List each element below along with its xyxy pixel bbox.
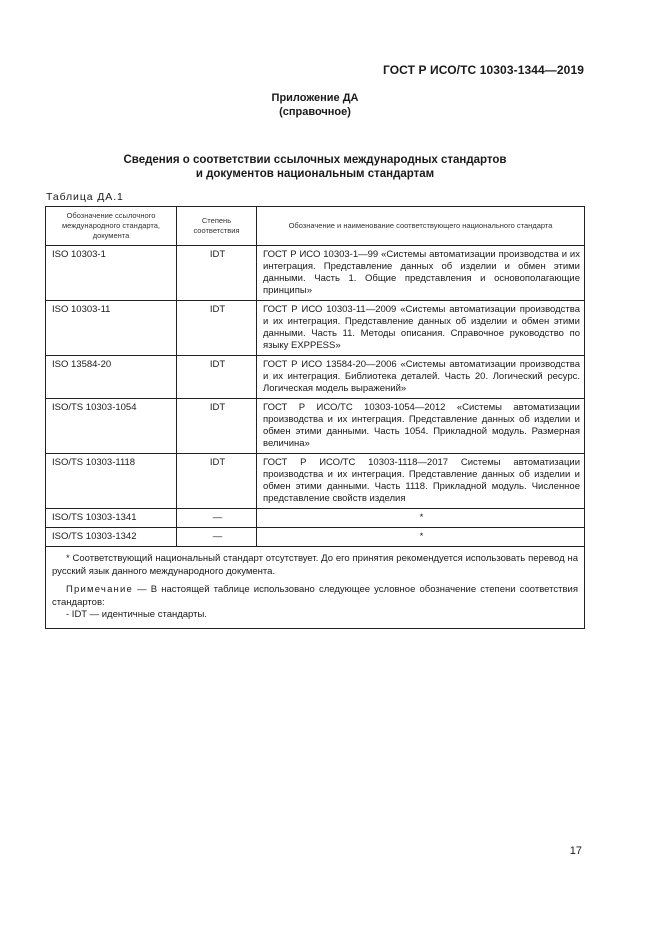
table-label: Таблица ДА.1 [46,191,124,203]
degree-cell: IDT [177,246,257,301]
reference-cell: ISO/TS 10303-1341 [46,509,177,528]
section-title [0,153,630,181]
column-header-reference: Обозначение ссылочного международного стандарта, документа [46,207,177,246]
table-row [46,509,585,528]
page-number: 17 [569,845,582,857]
degree-cell: IDT [177,399,257,454]
national-standard-cell: ГОСТ Р ИСО/ТС 10303-1118—2017 Системы автоматизации производства и их интеграция. Представление данных об изделии и обмен этими данными. Часть 1118. Прикладной модуль. Численное представление свойств изделия [257,454,585,509]
section-title-line-1: Сведения о соответствии ссылочных международных стандартов [123,154,507,166]
appendix-title: Приложение ДА [271,92,359,104]
national-standard-cell: ГОСТ Р ИСО/ТС 10303-1054—2012 «Системы автоматизации производства и их интеграция. Представление данных об изделии и обмен этими данными. Часть 1054. Прикладной модуль. Размерная величина» [257,399,585,454]
note [52,584,578,609]
table-row [46,301,585,356]
column-header-national: Обозначение и наименование соответствующего национального стандарта [257,207,585,246]
table-row [46,356,585,399]
degree-cell: — [177,509,257,528]
appendix-subtitle: (справочное) [279,106,351,118]
note-legend: - IDT — идентичные стандарты. [66,609,207,620]
national-standard-cell: ГОСТ Р ИСО 10303-1—99 «Системы автоматизации производства и их интеграция. Представление данных об изделии и обмен этими данными. Часть 1. Общие представления и основополагающие принципы» [257,246,585,301]
table-row [46,454,585,509]
note-text: — В настоящей таблице использовано следующее условное обозначение степени соответствия стандартов: [52,584,578,608]
table-header-row [46,207,585,246]
reference-cell: ISO/TS 10303-1054 [46,399,177,454]
national-standard-cell: ГОСТ Р ИСО 10303-11—2009 «Системы автоматизации производства и их интеграция. Представление данных об изделии и обмен этими данными. Часть 11. Методы описания. Справочное руководство по языку EXPPESS» [257,301,585,356]
reference-cell: ISO 10303-11 [46,301,177,356]
reference-cell: ISO/TS 10303-1342 [46,528,177,547]
table-row [46,528,585,547]
appendix-heading [0,91,630,119]
table-row [46,246,585,301]
table-notes-row [46,547,585,629]
degree-cell: IDT [177,454,257,509]
reference-cell: ISO 13584-20 [46,356,177,399]
table-row [46,399,585,454]
degree-cell: — [177,528,257,547]
column-header-degree: Степень соответствия [177,207,257,246]
note-label: Примечание [66,584,133,595]
national-standard-cell: * [257,509,585,528]
reference-cell: ISO 10303-1 [46,246,177,301]
correspondence-table [45,206,585,629]
table-notes [46,547,585,629]
degree-cell: IDT [177,356,257,399]
national-standard-cell: ГОСТ Р ИСО 13584-20—2006 «Системы автоматизации производства и их интеграция. Библиотека деталей. Часть 20. Логический ресурс. Логическая модель выражений» [257,356,585,399]
document-code: ГОСТ Р ИСО/ТС 10303-1344—2019 [383,63,584,77]
footnote: * Соответствующий национальный стандарт отсутствует. До его принятия рекомендуется использовать перевод на русский язык данного международного документа. [52,553,578,577]
section-title-line-2: и документов национальным стандартам [195,168,435,180]
reference-cell: ISO/TS 10303-1118 [46,454,177,509]
national-standard-cell: * [257,528,585,547]
degree-cell: IDT [177,301,257,356]
